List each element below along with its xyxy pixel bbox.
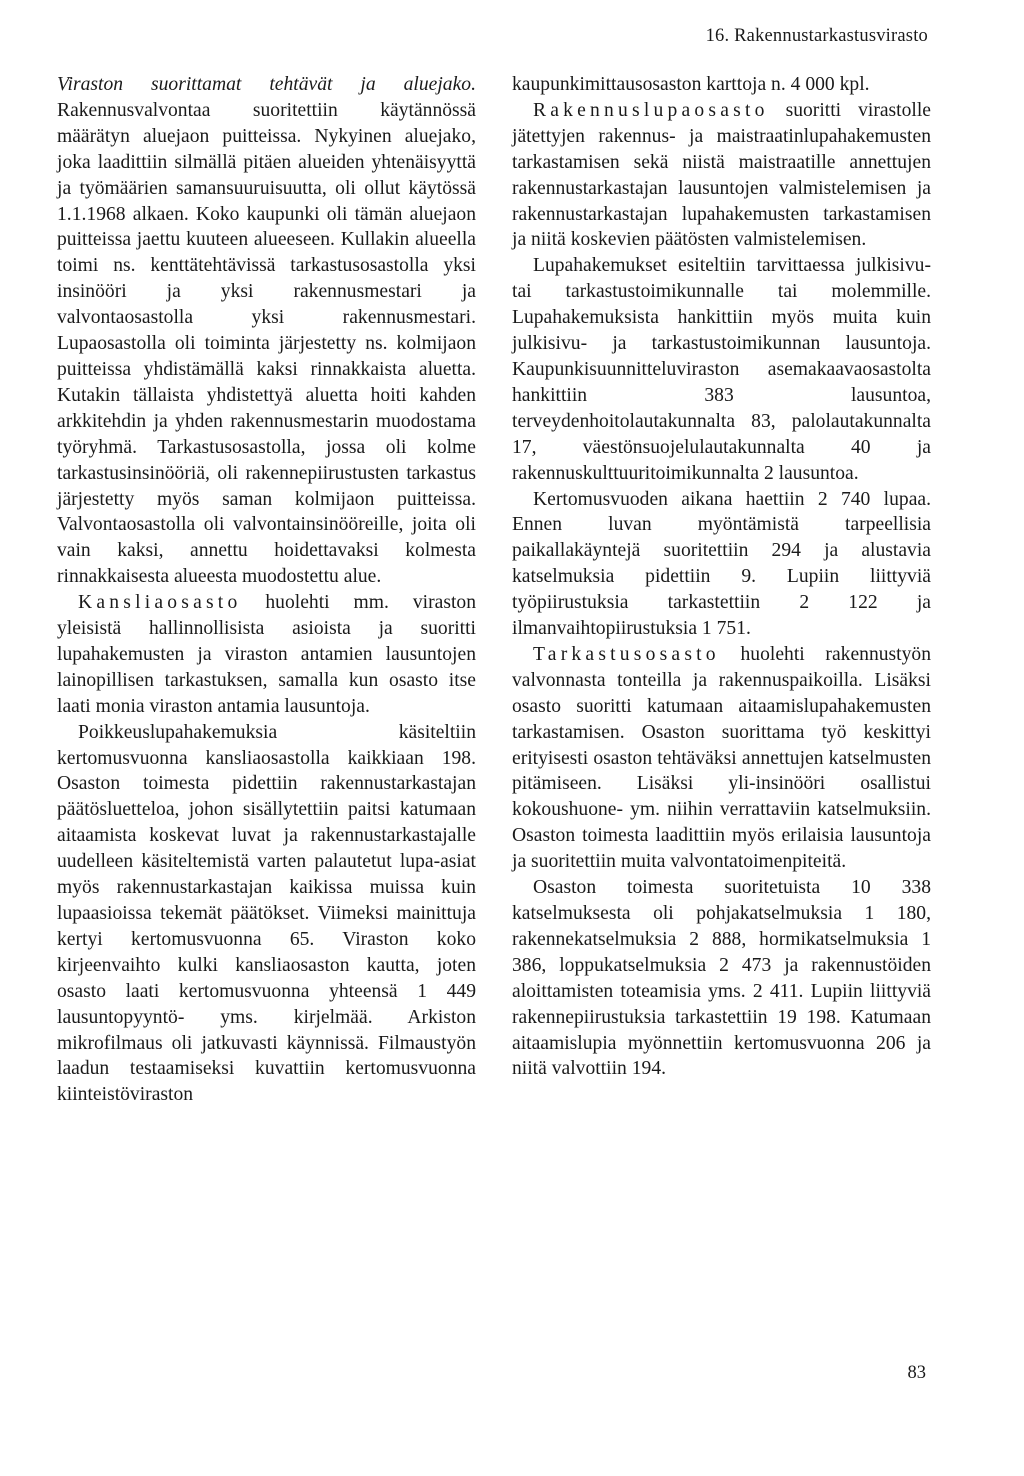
paragraph-kansliaosasto xyxy=(57,590,476,720)
paragraph-poikkeusluvat: Poikkeuslupahakemuksia käsiteltiin kertomusvuonna kansliaosastolla kaikkiaan 198. Osaston toimesta pidettiin rakennustarkastajan päätösluetteloa, johon sisällytettiin paitsi katumaan aitaamista koskevat luvat ja rakennustarkastajalle uudelleen käsiteltemistä varten palautetut lupa-asiat myös rakennustarkastajan kaikissa muissa kuin lupaasioissa tekemät päätökset. Viimeksi mainittuja kertyi kertomusvuonna 65. Viraston koko kirjeenvaihto kulki kansliaosaston kautta, joten osasto laati kertomusvuonna yhteensä 1 449 lausuntopyyntö- yms. kirjelmää. Arkiston mikrofilmaus oli jatkuvasti käynnissä. Filmaustyön laadun testaamiseksi kuvattiin kertomusvuonna kiinteistöviraston xyxy=(57,721,476,1106)
paragraph-rakennuslupaosasto xyxy=(512,98,931,253)
left-column xyxy=(57,72,476,1108)
running-head: 16. Rakennustarkastusvirasto xyxy=(705,26,928,46)
section-heading-aluejako: Viraston suorittamat tehtävät ja aluejako. xyxy=(57,74,476,95)
section-heading-kansliaosasto: Kansliaosasto xyxy=(78,592,242,614)
page-number: 83 xyxy=(907,1363,926,1383)
paragraph-text: huolehti rakennustyön valvonnasta tonteilla ja rakennuspaikoilla. Lisäksi osasto suoritti katumaan aitaamislupahakemusten tarkastamisen. Osaston suorittama työ keskittyi erityisesti osaston tehtäväksi annettujen katselmusten pitämiseen. Lisäksi yli-insinööri osallistui kokoushuone- ym. niihin verrattaviin katselmuksiin. Osaston toimesta laadittiin myös erilaisia lausuntoja ja suoritettiin muita valvontatoimenpiteitä. xyxy=(512,643,931,873)
paragraph-katselmukset: Osaston toimesta suoritetuista 10 338 katselmuksesta oli pohjakatselmuksia 1 180, rakennekatselmuksia 2 888, hormikatselmuksia 1 386, loppukatselmuksia 2 473 ja rakennustöiden aloittamisten toteamisia yms. 2 411. Lupiin liittyviä rakennepiirustuksia tarkastettiin 19 198. Katumaan aitaamislupia myönnettiin kertomusvuonna 206 ja niitä valvottiin 194. xyxy=(512,877,931,1080)
section-heading-tarkastusosasto: Tarkastusosasto xyxy=(533,643,720,665)
paragraph-aluejako xyxy=(57,72,476,590)
paragraph-text: huolehti mm. viraston yleisistä hallinnollisista asioista ja suoritti lupahakemusten ja viraston antamien lausuntojen lainopillisen tarkastuksen, samalla kun osasto itse laati monia viraston antamia lausuntoja. xyxy=(57,592,476,717)
paragraph-continuation: kaupunkimittausosaston karttoja n. 4 000 kpl. xyxy=(512,74,870,95)
paragraph-kertomusvuosi: Kertomusvuoden aikana haettiin 2 740 lupaa. Ennen luvan myöntämistä tarpeellisia paikallakäyntejä suoritettiin 294 ja alustavia katselmuksia pidettiin 9. Lupiin liittyviä työpiirustuksia tarkastettiin 2 122 ja ilmanvaihtopiirustuksia 1 751. xyxy=(512,488,931,640)
paragraph-tarkastusosasto xyxy=(512,642,931,875)
paragraph-text: suoritti virastolle jätettyjen rakennus- ja maistraatinlupahakemusten tarkastamisen sekä niistä maistraatille annettujen rakennustarkastajan lausuntojen valmistelemisen ja rakennustarkastajan lupahakemusten tarkastamisen ja niitä koskevien päätösten valmistelemisen. xyxy=(512,99,931,251)
right-column xyxy=(512,72,931,1082)
paragraph-lupahakemukset: Lupahakemukset esiteltiin tarvittaessa julkisivu- tai tarkastustoimikunnalle tai molemmille. Lupahakemuksista hankittiin myös muita kuin julkisivu- ja tarkastustoimikunnan lausuntoja. Kaupunkisuunnitteluviraston asemakaavaosastolta hankittiin 383 lausuntoa, terveydenhoitolautakunnalta 83, palolautakunnalta 17, väestönsuojelulautakunnalta 40 ja rakennuskulttuuritoimikunnalta 2 lausuntoa. xyxy=(512,255,931,484)
section-heading-rakennuslupaosasto: Rakennuslupaosasto xyxy=(533,99,769,121)
paragraph-text: Rakennusvalvontaa suoritettiin käytännössä määrätyn aluejaon puitteissa. Nykyinen aluejako, joka laadittiin silmällä pitäen alueiden yhtenäisyyttä ja työmäärien samansuuruisuutta, oli ollut käytössä 1.1.1968 alkaen. Koko kaupunki oli tämän aluejaon puitteissa jaettu kuuteen alueeseen. Kullakin alueella toimi ns. kenttätehtävissä tarkastusosastolla yksi insinööri ja yksi rakennusmestari ja valvontaosastolla yksi rakennusmestari. Lupaosastolla oli toiminta järjestetty ns. kolmijaon puitteissa yhdistämällä kaksi rinnakkaista aluetta. Kutakin tällaista yhdistettyä aluetta hoiti kahden arkkitehdin ja yhden rakennusmestarin muodostama työryhmä. Tarkastusosastolla, jossa oli kolme tarkastusinsinööriä, oli rakennepiirustusten tarkastus järjestetty myös saman kolmijaon puitteissa. Valvontaosastolla oli valvontainsinööreille, joita oli vain kaksi, annettu hoidettavaksi kolmesta rinnakkaisesta alueesta muodostettu alue. xyxy=(57,99,476,588)
